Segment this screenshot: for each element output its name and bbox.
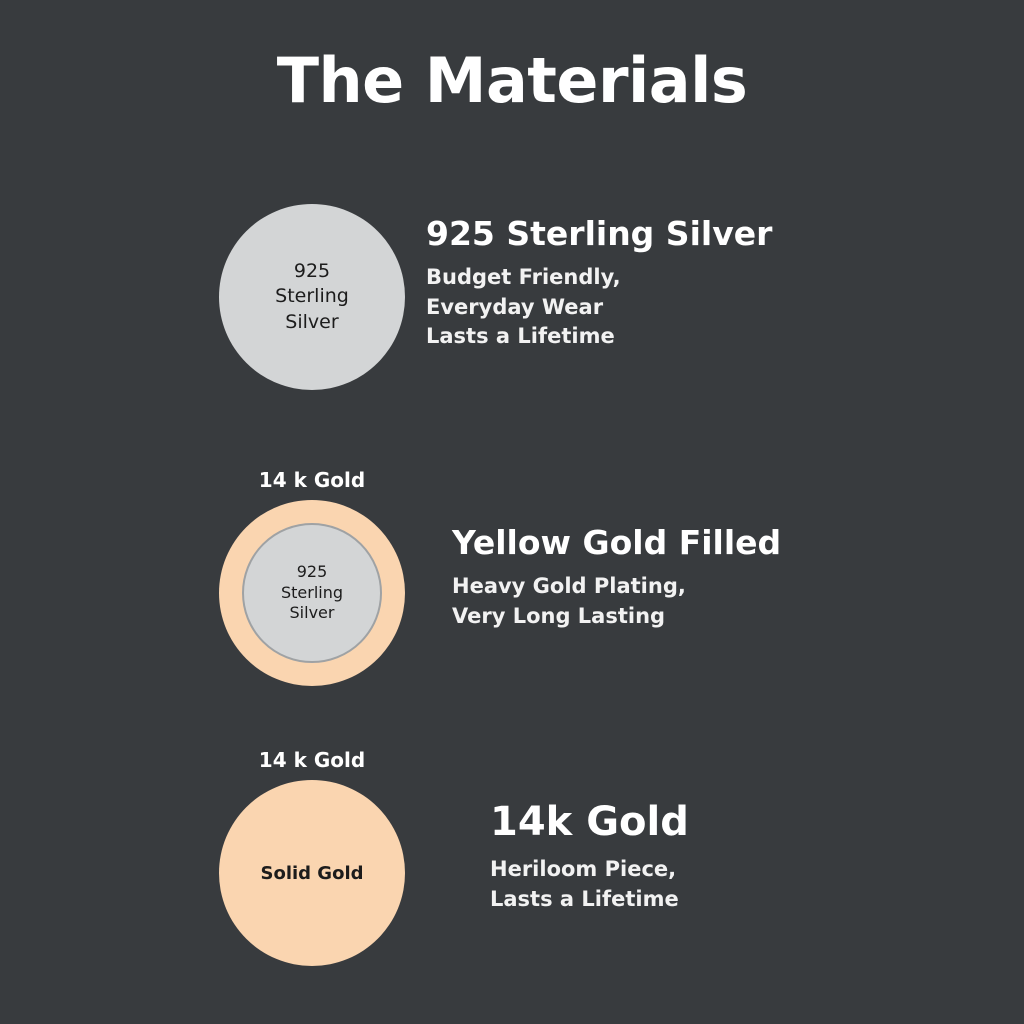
material-name: 925 Sterling Silver <box>426 213 773 253</box>
material-row-sterling-silver <box>212 176 772 390</box>
disc-gold-filled-core: 925 Sterling Silver <box>242 523 382 663</box>
material-text-sterling-silver <box>426 214 772 352</box>
disc-gold-filled-outer <box>219 500 405 686</box>
material-graphic-sterling-silver <box>212 176 412 390</box>
material-name: 14k Gold <box>490 799 689 846</box>
disc-cap-label-gold-filled: 14 k Gold <box>258 468 366 492</box>
material-description: Heriloom Piece, Lasts a Lifetime <box>490 857 679 911</box>
material-row-solid-gold <box>212 748 689 966</box>
material-text-gold-filled <box>452 523 781 632</box>
material-name: Yellow Gold Filled <box>452 522 782 562</box>
material-description: Budget Friendly, Everyday Wear Lasts a Lifetime <box>426 264 621 349</box>
material-description: Heavy Gold Plating, Very Long Lasting <box>452 573 686 628</box>
page-title: The Materials <box>276 44 748 117</box>
material-row-gold-filled <box>212 468 781 686</box>
material-text-solid-gold <box>490 799 689 915</box>
disc-cap-label-solid-gold: 14 k Gold <box>258 748 366 772</box>
material-graphic-solid-gold <box>212 748 412 966</box>
material-graphic-gold-filled <box>212 468 412 686</box>
disc-solid-gold: Solid Gold <box>219 780 405 966</box>
disc-sterling-silver: 925 Sterling Silver <box>219 204 405 390</box>
